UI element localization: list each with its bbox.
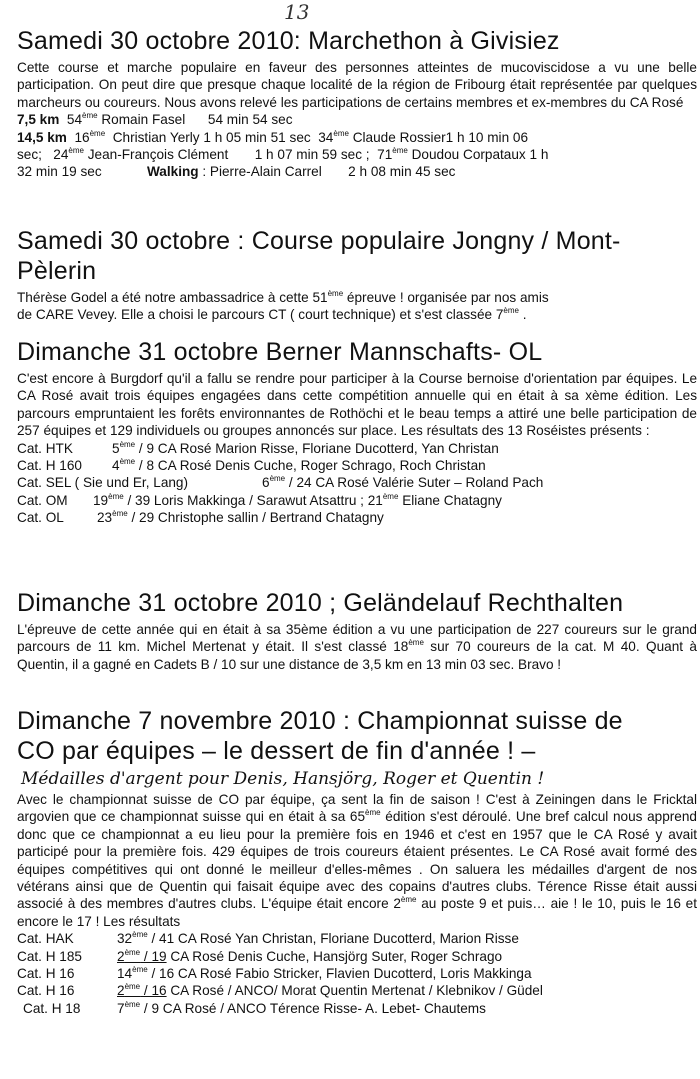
title-line: Dimanche 7 novembre 2010 : Championnat suisse de xyxy=(17,707,623,735)
category: Cat. SEL ( Sie und Er, Lang) xyxy=(17,475,189,491)
category: Cat. HTK xyxy=(17,440,73,456)
section-title: Dimanche 31 octobre 2010 ; Geländelauf Rechthalten xyxy=(17,589,624,617)
category: Cat. H 18 xyxy=(23,1000,81,1016)
rank: 7 xyxy=(117,1000,125,1016)
rank: 32 xyxy=(117,931,133,947)
result-row xyxy=(17,440,697,457)
title-line: CO par équipes – le dessert de fin d'année ! – xyxy=(17,737,536,765)
time: 2 h 08 min 45 sec xyxy=(348,164,456,180)
category: Cat. H 160 xyxy=(17,458,82,474)
section-rechthalten xyxy=(17,588,697,673)
section-paragraph: C'est encore à Burgdorf qu'il a fallu se rendre pour participer à la Course bernoise d'orientation par équipes. Le CA Rosé avait trois équipes engagées dans cette compétition annuelle qui en était à sa xème édition. Les parcours empruntaient les forêts environnantes de Rothöchi et le beau temps a attiré une belle participation de 257 équipes et 129 individuels ou groupes annoncés sur place. Les résultats des 13 Roséistes présents : xyxy=(17,371,697,439)
ordinal: ème xyxy=(108,491,124,501)
section-paragraph xyxy=(17,289,697,324)
ordinal: ème xyxy=(392,146,408,156)
text-fragment: Thérèse Godel a été notre ambassadrice à cette 51 xyxy=(17,290,328,305)
result-row xyxy=(17,930,697,947)
result-text: / 24 CA Rosé Valérie Suter – Roland Pach xyxy=(285,475,544,491)
result-text: / 29 Christophe sallin / Bertrand Chatagny xyxy=(127,510,384,526)
ordinal: ème xyxy=(112,509,128,519)
ordinal: ème xyxy=(119,457,136,467)
text-fragment: sur 70 coureurs de la cat. M 40. Quant à Quentin, il a gagné en Cadets B / 10 sur une distance de 3,5 km en 13 min 03 sec. Bravo ! xyxy=(17,639,697,672)
result-line xyxy=(17,163,697,180)
category: Cat. OM xyxy=(17,492,68,508)
section-title xyxy=(17,706,697,766)
time: 1 h 07 min 59 sec ; xyxy=(254,147,370,163)
rank: 5 xyxy=(112,440,120,456)
section-title: Dimanche 31 octobre Berner Mannschafts- OL xyxy=(17,338,543,366)
ordinal: ème xyxy=(119,439,136,449)
text-fragment: L'épreuve de cette année qui en était à sa 35ème édition a vu une participation de 227 coureurs sur le grand parcours de 11 km. Michel Mertenat y était. Il s'est classé 18 xyxy=(17,622,697,655)
distance: 7,5 km xyxy=(17,112,60,128)
result-line xyxy=(17,146,697,163)
section-title: Samedi 30 octobre 2010: Marchethon à Givisiez xyxy=(17,27,560,55)
result-text: / 16 xyxy=(140,983,167,999)
runner-name: Christian Yerly 1 h 05 min 51 sec xyxy=(112,129,311,145)
time: 32 min 19 sec xyxy=(17,164,102,180)
text-fragment: de CARE Vevey. Elle a choisi le parcours CT ( court technique) et s'est classée 7 xyxy=(17,307,504,323)
text-fragment: Avec le championnat suisse de CO par équipe, ça sent la fin de saison ! C'est à Zeiningen dans le Fricktal argovien que ce championnat suisse qui en était à sa 65 xyxy=(17,792,697,825)
ordinal: ème xyxy=(333,128,349,138)
result-text: / 19 xyxy=(140,948,167,964)
rank: 24 xyxy=(53,147,69,163)
ordinal: ème xyxy=(365,808,381,818)
result-text: / 41 CA Rosé Yan Christan, Floriane Ducotterd, Marion Risse xyxy=(147,931,519,947)
title-line: Samedi 30 octobre : Course populaire Jongny / Mont- xyxy=(17,227,621,255)
rank: 34 xyxy=(318,129,334,145)
rank: 23 xyxy=(97,510,113,526)
category: Cat. H 185 xyxy=(17,948,82,964)
category: Cat. HAK xyxy=(17,931,74,947)
text-fragment: . xyxy=(518,307,527,323)
rank: 2 xyxy=(117,948,125,964)
text-fragment: épreuve ! organisée par nos amis xyxy=(343,290,549,305)
runner-name: Jean-François Clément xyxy=(87,147,229,163)
result-text: / 9 CA Rosé Marion Risse, Floriane Ducotterd, Yan Christan xyxy=(135,440,499,456)
medal-subtitle: Médailles d'argent pour Denis, Hansjörg, Roger et Quentin ! xyxy=(21,769,545,789)
ordinal: ème xyxy=(408,638,424,648)
rank: 19 xyxy=(93,492,109,508)
result-row xyxy=(17,948,697,965)
result-line xyxy=(17,129,697,146)
rank-medal xyxy=(117,949,167,964)
section-paragraph xyxy=(17,621,697,673)
ordinal: ème xyxy=(124,947,141,957)
category: Cat. H 16 xyxy=(17,983,75,999)
ordinal: ème xyxy=(327,289,344,298)
section-paragraph xyxy=(17,791,697,930)
result-row xyxy=(17,457,697,474)
result-row xyxy=(17,509,697,526)
rank: 6 xyxy=(262,475,270,491)
runner-name: Doudou Corpataux 1 h xyxy=(411,147,549,163)
runner-name: Claude Rossier1 h 10 min 06 xyxy=(352,129,529,145)
rank: 2 xyxy=(117,983,125,999)
result-text: CA Rosé / ANCO/ Morat Quentin Mertenat / Klebnikov / Güdel xyxy=(166,983,543,999)
category: Cat. H 16 xyxy=(17,966,75,982)
ordinal: ème xyxy=(400,895,417,905)
rank: 54 xyxy=(66,112,83,128)
result-text: Eliane Chatagny xyxy=(398,492,502,508)
ordinal: ème xyxy=(68,146,84,156)
result-text: / 9 CA Rosé / ANCO Térence Risse- A. Lebet- Chautems xyxy=(140,1000,486,1016)
section-title xyxy=(17,226,697,286)
section-berner-ol xyxy=(17,337,697,527)
text-fragment: sec; xyxy=(17,147,42,163)
ordinal: ème xyxy=(132,965,148,975)
result-row xyxy=(17,492,697,509)
section-paragraph: Cette course et marche populaire en faveur des personnes atteintes de mucoviscidose a vu une belle participation. On peut dire que presque chaque localité de la région de Fribourg était représentée par quelques marcheurs ou coureurs. Nous avons relevé les participations de certains membres et ex-membres du CA Rosé xyxy=(17,60,697,110)
ordinal: ème xyxy=(132,930,148,940)
distance: 14,5 km xyxy=(17,129,67,145)
result-row xyxy=(17,474,697,491)
ordinal: ème xyxy=(124,982,141,992)
result-text: / 16 CA Rosé Fabio Stricker, Flavien Ducotterd, Loris Makkinga xyxy=(147,966,532,982)
runner-name: Romain Fasel xyxy=(101,112,186,128)
result-row xyxy=(17,965,697,982)
section-jongny xyxy=(17,226,697,324)
category: Cat. OL xyxy=(17,510,64,526)
runner-name: : Pierre-Alain Carrel xyxy=(202,164,322,180)
section-marchethon xyxy=(17,26,697,181)
walking-label: Walking xyxy=(146,164,199,180)
rank: 71 xyxy=(377,147,393,163)
rank: 14 xyxy=(117,966,133,982)
time: 54 min 54 sec xyxy=(207,112,293,128)
result-row xyxy=(17,982,697,999)
text-fragment: au poste 9 et puis… aie ! le 10, puis le 16 et encore le 17 ! Les résultats xyxy=(17,896,697,929)
ordinal: ème xyxy=(82,111,98,121)
rank: 16 xyxy=(74,129,90,145)
text-fragment: édition s'est déroulé. Une bref calcul nous apprend donc que ce championnat a eu lieu pour la première fois en 1946 et c'est en 1957 que le CA Rosé y avait participé pour la première fois. 429 équipes de trois coureurs étaient présentes. Le CA Rosé avait formé des équipes compétitives qui ont donné le meilleur d'elles-mêmes . On saluera les médailles d'argent de nos vétérans ainsi que de Quentin qui faisait équipe avec des copains d'autres clubs. Térence Risse était aussi associé à des membres d'autres clubs. L'équipe était encore 2 xyxy=(17,809,697,912)
title-line: Pèlerin xyxy=(17,257,97,285)
page-number: 13 xyxy=(284,0,310,24)
ordinal: ème xyxy=(89,128,106,138)
result-text: / 8 CA Rosé Denis Cuche, Roger Schrago, Roch Christan xyxy=(135,458,486,474)
rank-medal xyxy=(117,983,167,998)
rank: 4 xyxy=(112,458,120,474)
ordinal: ème xyxy=(269,474,286,484)
result-text: / 39 Loris Makkinga / Sarawut Atsattru ; 21 xyxy=(123,492,383,508)
section-championnat-suisse xyxy=(17,706,697,1017)
ordinal: ème xyxy=(503,306,519,316)
ordinal: ème xyxy=(382,491,399,501)
ordinal: ème xyxy=(124,999,141,1009)
result-line xyxy=(17,111,697,128)
result-text: CA Rosé Denis Cuche, Hansjörg Suter, Roger Schrago xyxy=(166,948,503,964)
result-row xyxy=(17,1000,697,1017)
